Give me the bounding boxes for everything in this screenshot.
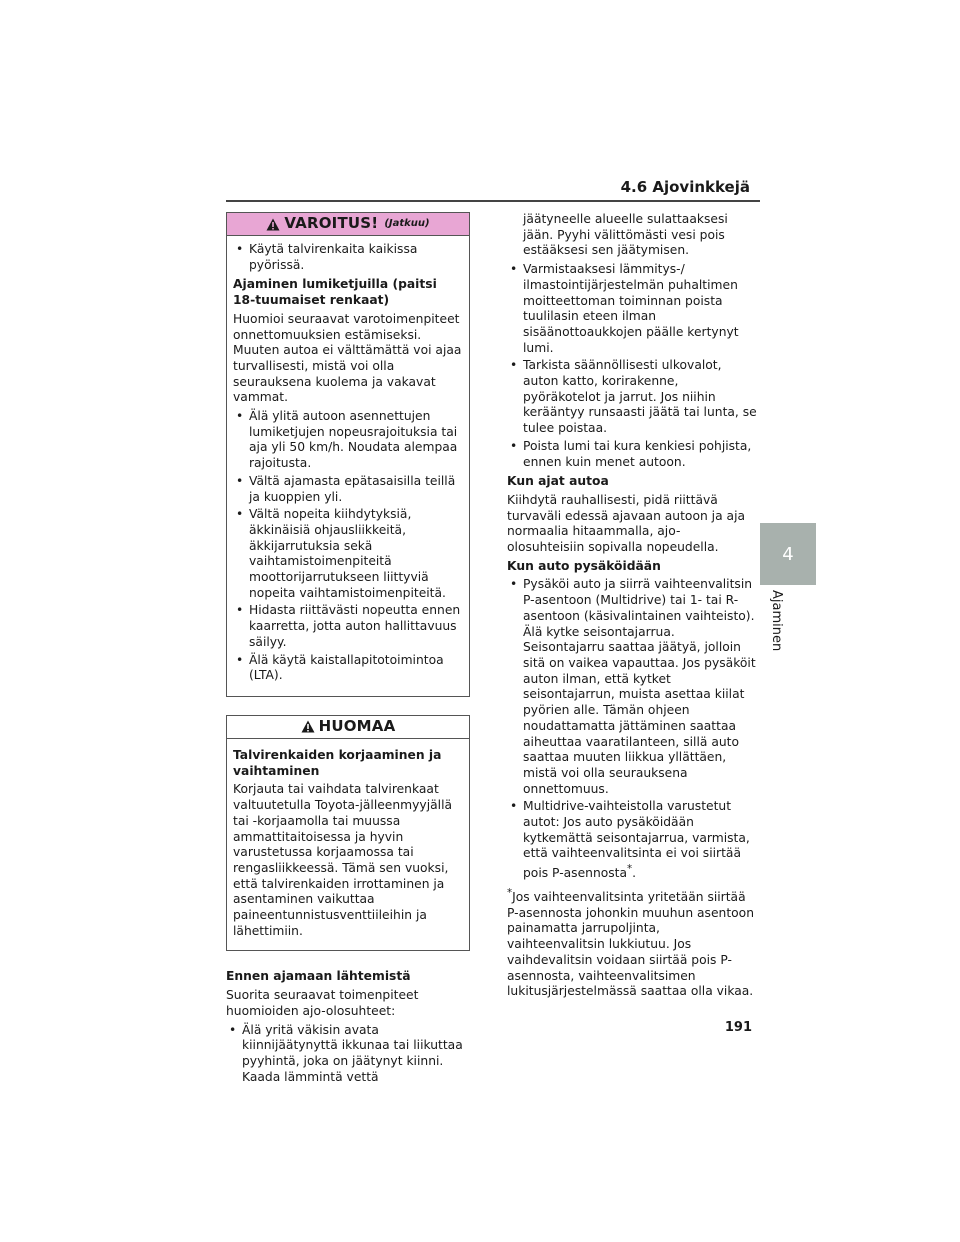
chapter-tab xyxy=(760,523,816,585)
page-number: 191 xyxy=(724,1020,752,1035)
list-item: • Pysäköi auto ja siirrä vaihteenvalitsin P-asentoon (Multidrive) tai 1- tai R-asentoon (käsivalintainen vaihteisto). Älä kytke seisontajarrua. Seisontajarru saattaa jäätyä, jolloin sitä on vaikea vapauttaa. Jos pysäköit auton ilman, että kytket seisontajarrun, muista asettaa kiilat pyörien alle. Tämän ohjeen noudattamatta jättäminen saattaa aiheuttaa vaaratilanteen, sillä auto saattaa muuten liikkua yllättäen, mistä voi olla seurauksena onnettomuus. xyxy=(507,577,757,797)
chapter-number: 4 xyxy=(782,543,794,565)
list-item: • Vältä nopeita kiihdytyksiä, äkkinäisiä ohjausliikkeitä, äkkijarrutuksia sekä vaihtamistoimenpiteitä moottorijarrutukseen liittyviä nopeita vaihtamistoimenpiteitä. xyxy=(233,507,463,601)
footnote-marker: * xyxy=(627,863,633,876)
warning-paragraph: Huomioi seuraavat varotoimenpiteet onnettomuuksien estämiseksi. Muuten autoa ei välttämättä voi ajaa turvallisesti, mistä voi olla seurauksena kuolema ja vakavat vammat. xyxy=(233,311,462,405)
parking-bullet2-text: Multidrive-vaihteistolla varustetut autot: Jos auto pysäköidään kytkemättä seisontajarrua, varmista, että vaihteenvalitsinta ei voi siirtää pois P-asennosta xyxy=(523,799,750,881)
footnote-mark: * xyxy=(507,886,513,899)
while-driving-heading: Kun ajat autoa xyxy=(507,474,609,489)
before-driving-list xyxy=(507,262,757,470)
warning-list xyxy=(233,409,463,684)
header-divider xyxy=(226,200,760,202)
before-driving-list-start xyxy=(226,1023,470,1086)
list-item: • Älä ylitä autoon asennettujen lumiketjujen nopeusrajoituksia tai aja yli 50 km/h. Noudata alempaa rajoitusta. xyxy=(233,409,463,472)
note-heading: Talvirenkaiden korjaaminen ja vaihtaminen xyxy=(233,747,442,778)
warning-title: VAROITUS! xyxy=(284,214,379,233)
list-item: • Varmistaaksesi lämmitys-/ ilmastointijärjestelmän puhaltimen moitteettoman toiminnan poista tuulilasin eteen ilman sisäänottoaukkojen päälle kertynyt lumi. xyxy=(507,262,757,356)
note-box-body xyxy=(227,739,469,950)
parking-bullet2-end: . xyxy=(632,866,637,881)
warning-box xyxy=(226,212,470,697)
list-item: • Tarkista säännöllisesti ulkovalot, auton katto, korirakenne, pyöräkotelot ja jarrut. Jos niihin kerääntyy runsaasti jäätä tai lunta, se tulee poistaa. xyxy=(507,358,757,437)
list-item: • Vältä ajamasta epätasaisilla teillä ja kuoppien yli. xyxy=(233,474,463,505)
before-driving-paragraph: Suorita seuraavat toimenpiteet huomioiden ajo-olosuhteet: xyxy=(226,988,419,1018)
list-item xyxy=(507,799,757,882)
before-driving-bullet-continued: jäätyneelle alueelle sulattaaksesi jään. Pyyhi välittömästi vesi pois estääksesi sen jäätymisen. xyxy=(523,212,728,258)
list-item: • Poista lumi tai kura kenkiesi pohjista, ennen kuin menet autoon. xyxy=(507,439,757,470)
warning-first-list xyxy=(233,242,463,273)
parking-list xyxy=(507,577,757,881)
left-column xyxy=(226,212,470,1089)
caution-triangle-icon xyxy=(301,720,315,733)
note-box xyxy=(226,715,470,951)
while-driving-paragraph: Kiihdytä rauhallisesti, pidä riittävä turvaväli edessä ajavaan autoon ja aja normaalia hitaammalla, ajo-olosuhteisiin sopivalla nopeudella. xyxy=(507,492,746,555)
list-item: • Älä yritä väkisin avata kiinnijäätynyttä ikkunaa tai liikuttaa pyyhintä, joka on jäätynyt kiinni. Kaada lämmintä vettä xyxy=(226,1023,470,1086)
warning-box-header xyxy=(227,213,469,236)
list-item: • Älä käytä kaistallapitotoimintoa (LTA). xyxy=(233,653,463,684)
footnote-text: Jos vaihteenvalitsinta yritetään siirtää P-asennosta johonkin muuhun asentoon painamatta jarrupoljinta, vaihteenvalitsin lukkiutuu. Jos vaihdevalitsin voidaan siirtää pois P-asennosta, vaihteenvalitsimen lukitusjärjestelmässä saattaa olla vikaa. xyxy=(507,890,754,999)
note-box-header xyxy=(227,716,469,739)
note-title: HUOMAA xyxy=(318,717,396,736)
warning-triangle-icon xyxy=(266,218,280,231)
list-item: • Käytä talvirenkaita kaikissa pyörissä. xyxy=(233,242,463,273)
right-column xyxy=(507,212,757,1003)
before-driving-heading: Ennen ajamaan lähtemistä xyxy=(226,969,411,984)
parking-heading: Kun auto pysäköidään xyxy=(507,558,661,573)
list-item: • Hidasta riittävästi nopeutta ennen kaarretta, jotta auton hallittavuus säilyy. xyxy=(233,603,463,650)
footnote xyxy=(507,886,757,1000)
section-title: 4.6 Ajovinkkejä xyxy=(620,178,750,196)
chapter-label: Ajaminen xyxy=(769,590,784,652)
note-paragraph: Korjauta tai vaihdata talvirenkaat valtuutetulla Toyota-jälleenmyyjällä tai -korjaamolla tai muussa ammattitaitoisessa ja hyvin varustetussa korjaamossa tai rengasliikkeessä. Tämä sen vuoksi, että talvirenkaiden irrottaminen ja asentaminen vaikuttaa paineentunnistusventtiileihin ja lähettimiin. xyxy=(233,782,453,938)
warning-box-body xyxy=(227,236,469,696)
warning-heading: Ajaminen lumiketjuilla (paitsi 18-tuumaiset renkaat) xyxy=(233,277,437,308)
warning-subtitle: (Jatkuu) xyxy=(384,218,430,230)
